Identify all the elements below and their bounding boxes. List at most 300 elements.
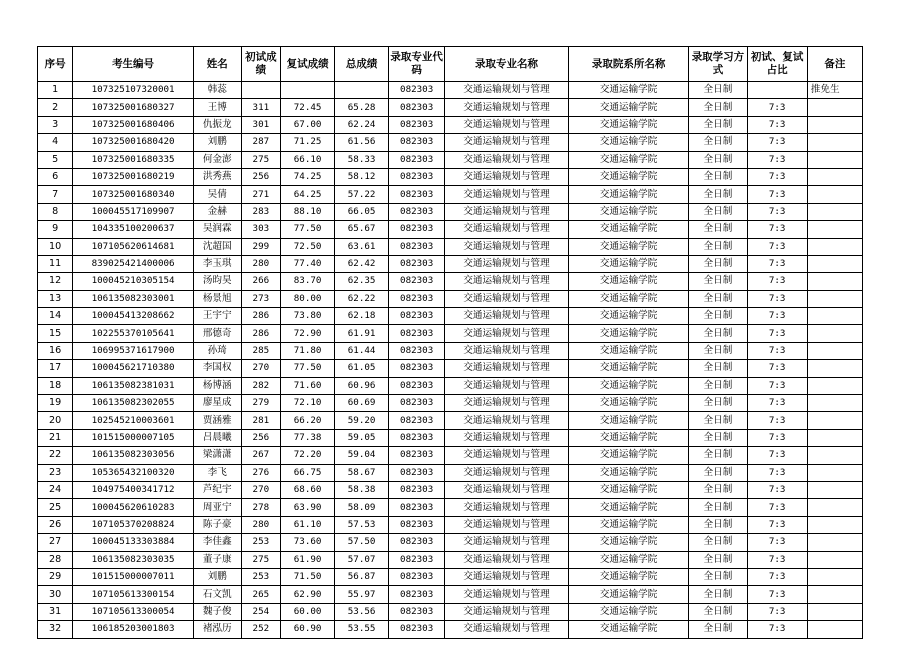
cell-seq: 27 xyxy=(38,534,73,551)
cell-total-score: 58.12 xyxy=(335,168,389,185)
cell-major-code: 082303 xyxy=(389,447,445,464)
cell-total-score: 65.28 xyxy=(335,99,389,116)
header-major-code: 录取专业代码 xyxy=(389,47,445,82)
cell-major-code: 082303 xyxy=(389,586,445,603)
cell-name: 李飞 xyxy=(193,464,241,481)
cell-prelim-score: 283 xyxy=(241,203,280,220)
cell-major-code: 082303 xyxy=(389,412,445,429)
cell-prelim-score: 303 xyxy=(241,221,280,238)
cell-total-score: 57.22 xyxy=(335,186,389,203)
cell-exam-id: 104975400341712 xyxy=(73,481,194,498)
cell-major-code: 082303 xyxy=(389,186,445,203)
admission-table xyxy=(37,46,863,639)
cell-department: 交通运输学院 xyxy=(568,151,689,168)
cell-seq: 20 xyxy=(38,412,73,429)
cell-name: 王博 xyxy=(193,99,241,116)
cell-total-score: 57.50 xyxy=(335,534,389,551)
cell-study-mode: 全日制 xyxy=(689,168,747,185)
cell-seq: 1 xyxy=(38,82,73,99)
table-row xyxy=(38,447,863,464)
cell-study-mode: 全日制 xyxy=(689,429,747,446)
cell-total-score: 65.67 xyxy=(335,221,389,238)
cell-ratio: 7:3 xyxy=(747,481,807,498)
cell-remarks xyxy=(807,412,862,429)
cell-remarks xyxy=(807,342,862,359)
cell-prelim-score: 254 xyxy=(241,603,280,620)
table-row xyxy=(38,429,863,446)
cell-seq: 14 xyxy=(38,308,73,325)
cell-seq: 5 xyxy=(38,151,73,168)
cell-retest-score: 73.60 xyxy=(281,534,335,551)
cell-major-code: 082303 xyxy=(389,99,445,116)
cell-total-score: 55.97 xyxy=(335,586,389,603)
cell-remarks xyxy=(807,151,862,168)
cell-exam-id: 100045517109907 xyxy=(73,203,194,220)
cell-study-mode: 全日制 xyxy=(689,221,747,238)
cell-prelim-score: 275 xyxy=(241,151,280,168)
cell-major-name: 交通运输规划与管理 xyxy=(445,516,569,533)
cell-retest-score: 72.50 xyxy=(281,238,335,255)
cell-prelim-score: 253 xyxy=(241,568,280,585)
cell-retest-score: 72.20 xyxy=(281,447,335,464)
cell-seq: 23 xyxy=(38,464,73,481)
cell-prelim-score: 275 xyxy=(241,551,280,568)
cell-retest-score: 77.50 xyxy=(281,360,335,377)
cell-name: 褚泓历 xyxy=(193,621,241,638)
cell-prelim-score: 270 xyxy=(241,481,280,498)
cell-department: 交通运输学院 xyxy=(568,116,689,133)
cell-name: 魏子俊 xyxy=(193,603,241,620)
cell-major-code: 082303 xyxy=(389,290,445,307)
table-row xyxy=(38,82,863,99)
table-row xyxy=(38,412,863,429)
cell-retest-score: 71.25 xyxy=(281,134,335,151)
cell-total-score: 61.91 xyxy=(335,325,389,342)
cell-total-score: 63.61 xyxy=(335,238,389,255)
cell-exam-id: 107325001680327 xyxy=(73,99,194,116)
table-row xyxy=(38,203,863,220)
cell-major-name: 交通运输规划与管理 xyxy=(445,447,569,464)
cell-department: 交通运输学院 xyxy=(568,551,689,568)
cell-major-name: 交通运输规划与管理 xyxy=(445,134,569,151)
cell-prelim-score: 256 xyxy=(241,168,280,185)
cell-department: 交通运输学院 xyxy=(568,238,689,255)
cell-remarks xyxy=(807,395,862,412)
cell-seq: 6 xyxy=(38,168,73,185)
table-row xyxy=(38,99,863,116)
cell-ratio: 7:3 xyxy=(747,99,807,116)
cell-exam-id: 839025421400006 xyxy=(73,255,194,272)
cell-name: 石文凯 xyxy=(193,586,241,603)
table-row xyxy=(38,116,863,133)
cell-major-name: 交通运输规划与管理 xyxy=(445,464,569,481)
cell-major-name: 交通运输规划与管理 xyxy=(445,168,569,185)
cell-department: 交通运输学院 xyxy=(568,568,689,585)
cell-retest-score: 67.00 xyxy=(281,116,335,133)
cell-ratio: 7:3 xyxy=(747,395,807,412)
cell-retest-score: 77.50 xyxy=(281,221,335,238)
cell-ratio xyxy=(747,82,807,99)
cell-name: 汤昀昊 xyxy=(193,273,241,290)
table-row xyxy=(38,534,863,551)
cell-seq: 10 xyxy=(38,238,73,255)
table-row xyxy=(38,395,863,412)
cell-remarks xyxy=(807,603,862,620)
cell-name: 吴倩 xyxy=(193,186,241,203)
cell-major-name: 交通运输规划与管理 xyxy=(445,82,569,99)
cell-seq: 30 xyxy=(38,586,73,603)
cell-seq: 12 xyxy=(38,273,73,290)
cell-major-name: 交通运输规划与管理 xyxy=(445,586,569,603)
table-row xyxy=(38,238,863,255)
cell-exam-id: 106995371617900 xyxy=(73,342,194,359)
cell-name: 金赫 xyxy=(193,203,241,220)
cell-major-name: 交通运输规划与管理 xyxy=(445,621,569,638)
cell-total-score: 58.33 xyxy=(335,151,389,168)
cell-exam-id: 106135082381031 xyxy=(73,377,194,394)
cell-total-score: 62.42 xyxy=(335,255,389,272)
cell-seq: 19 xyxy=(38,395,73,412)
cell-retest-score: 77.38 xyxy=(281,429,335,446)
cell-name: 邢德奇 xyxy=(193,325,241,342)
cell-department: 交通运输学院 xyxy=(568,360,689,377)
cell-major-code: 082303 xyxy=(389,464,445,481)
cell-study-mode: 全日制 xyxy=(689,447,747,464)
cell-exam-id: 106135082303001 xyxy=(73,290,194,307)
header-department: 录取院系所名称 xyxy=(568,47,689,82)
cell-seq: 22 xyxy=(38,447,73,464)
cell-name: 李玉琪 xyxy=(193,255,241,272)
cell-name: 王宇宁 xyxy=(193,308,241,325)
header-name: 姓名 xyxy=(193,47,241,82)
cell-major-code: 082303 xyxy=(389,325,445,342)
cell-major-name: 交通运输规划与管理 xyxy=(445,429,569,446)
cell-retest-score: 80.00 xyxy=(281,290,335,307)
table-row xyxy=(38,499,863,516)
cell-major-name: 交通运输规划与管理 xyxy=(445,603,569,620)
cell-prelim-score: 265 xyxy=(241,586,280,603)
cell-remarks xyxy=(807,168,862,185)
cell-department: 交通运输学院 xyxy=(568,273,689,290)
cell-major-code: 082303 xyxy=(389,238,445,255)
cell-prelim-score: 276 xyxy=(241,464,280,481)
cell-retest-score: 71.80 xyxy=(281,342,335,359)
cell-remarks xyxy=(807,534,862,551)
cell-department: 交通运输学院 xyxy=(568,412,689,429)
cell-department: 交通运输学院 xyxy=(568,221,689,238)
cell-study-mode: 全日制 xyxy=(689,603,747,620)
cell-prelim-score: 256 xyxy=(241,429,280,446)
cell-ratio: 7:3 xyxy=(747,134,807,151)
cell-seq: 3 xyxy=(38,116,73,133)
cell-exam-id: 107325001680420 xyxy=(73,134,194,151)
cell-remarks xyxy=(807,116,862,133)
cell-ratio: 7:3 xyxy=(747,516,807,533)
cell-remarks xyxy=(807,290,862,307)
cell-major-name: 交通运输规划与管理 xyxy=(445,360,569,377)
cell-prelim-score: 311 xyxy=(241,99,280,116)
cell-major-code: 082303 xyxy=(389,621,445,638)
table-row xyxy=(38,603,863,620)
cell-name: 刘鹏 xyxy=(193,134,241,151)
cell-seq: 18 xyxy=(38,377,73,394)
cell-ratio: 7:3 xyxy=(747,551,807,568)
cell-department: 交通运输学院 xyxy=(568,99,689,116)
cell-ratio: 7:3 xyxy=(747,447,807,464)
cell-study-mode: 全日制 xyxy=(689,464,747,481)
cell-exam-id: 104335100200637 xyxy=(73,221,194,238)
cell-prelim-score: 280 xyxy=(241,516,280,533)
cell-department: 交通运输学院 xyxy=(568,395,689,412)
cell-remarks: 推免生 xyxy=(807,82,862,99)
cell-total-score: 53.55 xyxy=(335,621,389,638)
cell-major-name: 交通运输规划与管理 xyxy=(445,203,569,220)
cell-major-code: 082303 xyxy=(389,377,445,394)
cell-exam-id: 106135082302055 xyxy=(73,395,194,412)
header-study-mode: 录取学习方式 xyxy=(689,47,747,82)
cell-ratio: 7:3 xyxy=(747,273,807,290)
cell-study-mode: 全日制 xyxy=(689,412,747,429)
cell-ratio: 7:3 xyxy=(747,325,807,342)
cell-major-code: 082303 xyxy=(389,203,445,220)
header-remarks: 备注 xyxy=(807,47,862,82)
cell-name: 李国权 xyxy=(193,360,241,377)
cell-retest-score: 64.25 xyxy=(281,186,335,203)
cell-ratio: 7:3 xyxy=(747,168,807,185)
cell-major-code: 082303 xyxy=(389,534,445,551)
cell-exam-id: 100045210305154 xyxy=(73,273,194,290)
cell-prelim-score: 286 xyxy=(241,308,280,325)
cell-department: 交通运输学院 xyxy=(568,134,689,151)
cell-total-score: 60.69 xyxy=(335,395,389,412)
cell-seq: 17 xyxy=(38,360,73,377)
header-retest-score: 复试成绩 xyxy=(281,47,335,82)
cell-major-name: 交通运输规划与管理 xyxy=(445,290,569,307)
cell-prelim-score: 279 xyxy=(241,395,280,412)
cell-study-mode: 全日制 xyxy=(689,377,747,394)
cell-department: 交通运输学院 xyxy=(568,308,689,325)
cell-study-mode: 全日制 xyxy=(689,255,747,272)
cell-study-mode: 全日制 xyxy=(689,99,747,116)
cell-remarks xyxy=(807,203,862,220)
cell-major-code: 082303 xyxy=(389,273,445,290)
cell-remarks xyxy=(807,134,862,151)
table-row xyxy=(38,221,863,238)
cell-major-code: 082303 xyxy=(389,603,445,620)
cell-seq: 11 xyxy=(38,255,73,272)
cell-remarks xyxy=(807,273,862,290)
cell-ratio: 7:3 xyxy=(747,308,807,325)
cell-remarks xyxy=(807,238,862,255)
cell-retest-score: 71.60 xyxy=(281,377,335,394)
cell-total-score: 61.05 xyxy=(335,360,389,377)
cell-retest-score: 68.60 xyxy=(281,481,335,498)
cell-ratio: 7:3 xyxy=(747,429,807,446)
cell-major-code: 082303 xyxy=(389,551,445,568)
cell-major-code: 082303 xyxy=(389,516,445,533)
cell-major-code: 082303 xyxy=(389,308,445,325)
cell-study-mode: 全日制 xyxy=(689,621,747,638)
header-exam-id: 考生编号 xyxy=(73,47,194,82)
cell-exam-id: 107325001680406 xyxy=(73,116,194,133)
cell-prelim-score xyxy=(241,82,280,99)
cell-department: 交通运输学院 xyxy=(568,377,689,394)
cell-major-code: 082303 xyxy=(389,342,445,359)
cell-exam-id: 107105370208824 xyxy=(73,516,194,533)
table-row xyxy=(38,308,863,325)
cell-seq: 24 xyxy=(38,481,73,498)
cell-ratio: 7:3 xyxy=(747,534,807,551)
table-row xyxy=(38,464,863,481)
cell-total-score: 62.22 xyxy=(335,290,389,307)
cell-department: 交通运输学院 xyxy=(568,447,689,464)
cell-ratio: 7:3 xyxy=(747,586,807,603)
cell-exam-id: 107325107320001 xyxy=(73,82,194,99)
cell-major-code: 082303 xyxy=(389,481,445,498)
cell-prelim-score: 280 xyxy=(241,255,280,272)
cell-study-mode: 全日制 xyxy=(689,586,747,603)
cell-remarks xyxy=(807,481,862,498)
cell-seq: 28 xyxy=(38,551,73,568)
cell-department: 交通运输学院 xyxy=(568,325,689,342)
cell-retest-score: 61.10 xyxy=(281,516,335,533)
cell-remarks xyxy=(807,99,862,116)
cell-department: 交通运输学院 xyxy=(568,203,689,220)
cell-seq: 21 xyxy=(38,429,73,446)
cell-ratio: 7:3 xyxy=(747,621,807,638)
cell-ratio: 7:3 xyxy=(747,221,807,238)
cell-name: 杨博涵 xyxy=(193,377,241,394)
cell-retest-score: 66.20 xyxy=(281,412,335,429)
cell-major-name: 交通运输规划与管理 xyxy=(445,116,569,133)
cell-major-code: 082303 xyxy=(389,82,445,99)
cell-ratio: 7:3 xyxy=(747,342,807,359)
cell-major-name: 交通运输规划与管理 xyxy=(445,186,569,203)
cell-ratio: 7:3 xyxy=(747,464,807,481)
cell-department: 交通运输学院 xyxy=(568,168,689,185)
cell-department: 交通运输学院 xyxy=(568,429,689,446)
cell-retest-score: 72.45 xyxy=(281,99,335,116)
cell-retest-score: 73.80 xyxy=(281,308,335,325)
cell-retest-score: 88.10 xyxy=(281,203,335,220)
table-row xyxy=(38,621,863,638)
table-row xyxy=(38,151,863,168)
cell-department: 交通运输学院 xyxy=(568,481,689,498)
cell-major-code: 082303 xyxy=(389,151,445,168)
cell-seq: 31 xyxy=(38,603,73,620)
cell-remarks xyxy=(807,255,862,272)
cell-seq: 25 xyxy=(38,499,73,516)
cell-major-name: 交通运输规划与管理 xyxy=(445,99,569,116)
cell-study-mode: 全日制 xyxy=(689,273,747,290)
cell-remarks xyxy=(807,308,862,325)
cell-exam-id: 106135082303035 xyxy=(73,551,194,568)
cell-exam-id: 107325001680340 xyxy=(73,186,194,203)
cell-retest-score: 83.70 xyxy=(281,273,335,290)
header-total-score: 总成绩 xyxy=(335,47,389,82)
cell-seq: 15 xyxy=(38,325,73,342)
cell-remarks xyxy=(807,360,862,377)
cell-study-mode: 全日制 xyxy=(689,290,747,307)
cell-study-mode: 全日制 xyxy=(689,395,747,412)
cell-department: 交通运输学院 xyxy=(568,534,689,551)
cell-total-score: 58.38 xyxy=(335,481,389,498)
cell-remarks xyxy=(807,499,862,516)
cell-major-name: 交通运输规划与管理 xyxy=(445,342,569,359)
cell-study-mode: 全日制 xyxy=(689,82,747,99)
cell-department: 交通运输学院 xyxy=(568,621,689,638)
cell-major-code: 082303 xyxy=(389,221,445,238)
cell-total-score: 59.05 xyxy=(335,429,389,446)
cell-total-score: 58.09 xyxy=(335,499,389,516)
cell-prelim-score: 270 xyxy=(241,360,280,377)
cell-retest-score: 71.50 xyxy=(281,568,335,585)
cell-name: 杨景旭 xyxy=(193,290,241,307)
cell-seq: 26 xyxy=(38,516,73,533)
cell-exam-id: 107105620614681 xyxy=(73,238,194,255)
admission-table-container xyxy=(37,46,863,639)
cell-name: 李佳鑫 xyxy=(193,534,241,551)
cell-name: 沈超国 xyxy=(193,238,241,255)
cell-remarks xyxy=(807,568,862,585)
table-header xyxy=(38,47,863,82)
cell-total-score: 53.56 xyxy=(335,603,389,620)
cell-prelim-score: 253 xyxy=(241,534,280,551)
table-row xyxy=(38,325,863,342)
table-row xyxy=(38,273,863,290)
cell-remarks xyxy=(807,377,862,394)
cell-ratio: 7:3 xyxy=(747,186,807,203)
cell-study-mode: 全日制 xyxy=(689,116,747,133)
cell-study-mode: 全日制 xyxy=(689,568,747,585)
cell-major-name: 交通运输规划与管理 xyxy=(445,221,569,238)
cell-remarks xyxy=(807,551,862,568)
cell-prelim-score: 267 xyxy=(241,447,280,464)
cell-prelim-score: 301 xyxy=(241,116,280,133)
cell-major-name: 交通运输规划与管理 xyxy=(445,308,569,325)
cell-major-name: 交通运输规划与管理 xyxy=(445,551,569,568)
cell-department: 交通运输学院 xyxy=(568,586,689,603)
cell-seq: 29 xyxy=(38,568,73,585)
cell-total-score: 61.44 xyxy=(335,342,389,359)
cell-name: 孙琦 xyxy=(193,342,241,359)
cell-name: 韩蕊 xyxy=(193,82,241,99)
cell-remarks xyxy=(807,325,862,342)
cell-major-name: 交通运输规划与管理 xyxy=(445,534,569,551)
cell-retest-score: 72.90 xyxy=(281,325,335,342)
header-seq: 序号 xyxy=(38,47,73,82)
cell-major-name: 交通运输规划与管理 xyxy=(445,481,569,498)
cell-ratio: 7:3 xyxy=(747,116,807,133)
cell-prelim-score: 282 xyxy=(241,377,280,394)
table-row xyxy=(38,481,863,498)
cell-retest-score: 77.40 xyxy=(281,255,335,272)
cell-ratio: 7:3 xyxy=(747,290,807,307)
cell-seq: 4 xyxy=(38,134,73,151)
cell-study-mode: 全日制 xyxy=(689,360,747,377)
cell-exam-id: 107105613300154 xyxy=(73,586,194,603)
cell-name: 周亚宁 xyxy=(193,499,241,516)
cell-exam-id: 101515000007105 xyxy=(73,429,194,446)
cell-name: 芦纪宇 xyxy=(193,481,241,498)
cell-study-mode: 全日制 xyxy=(689,308,747,325)
cell-exam-id: 107325001680335 xyxy=(73,151,194,168)
cell-seq: 2 xyxy=(38,99,73,116)
cell-name: 洪秀燕 xyxy=(193,168,241,185)
cell-retest-score: 60.90 xyxy=(281,621,335,638)
cell-total-score: 61.56 xyxy=(335,134,389,151)
cell-major-name: 交通运输规划与管理 xyxy=(445,255,569,272)
